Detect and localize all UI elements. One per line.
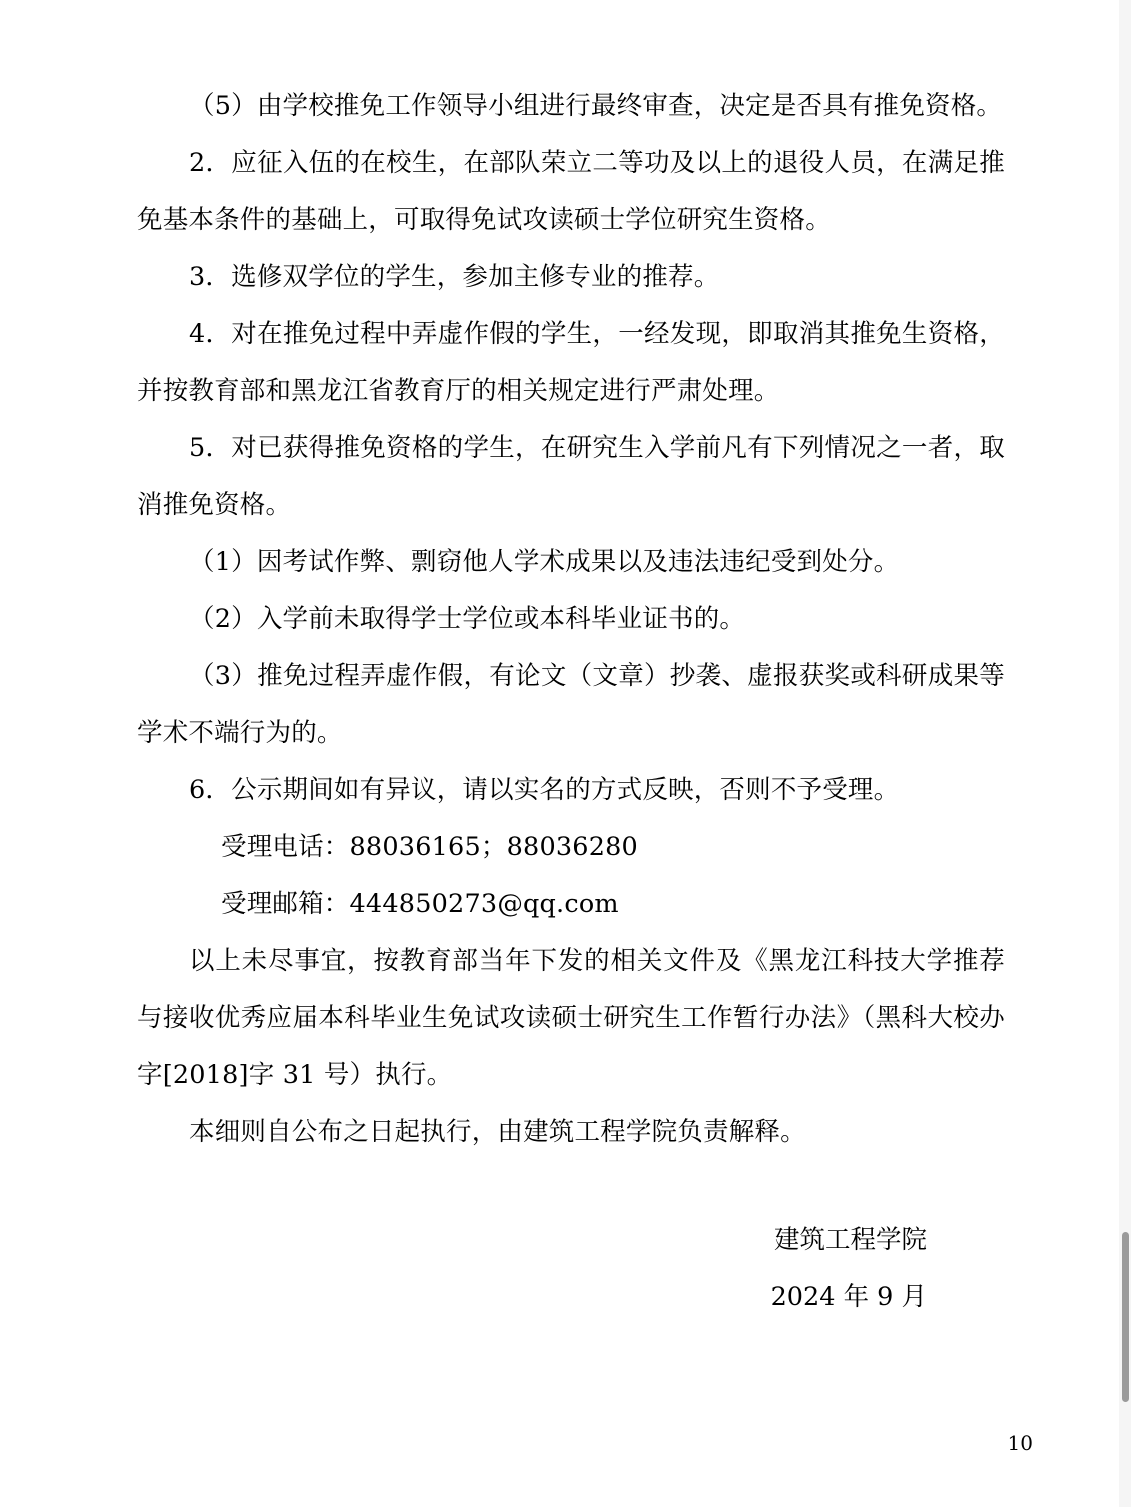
paragraph-closing-reference: 以上未尽事宜，按教育部当年下发的相关文件及《黑龙江科技大学推荐与接收优秀应届本科毕业生免试攻读硕士研究生工作暂行办法》（黑科大校办字[2018]字 31 号）执行。 xyxy=(137,946,1005,1090)
paragraph-item-2: 2．应征入伍的在校生，在部队荣立二等功及以上的退役人员，在满足推免基本条件的基础上，可取得免试攻读硕士学位研究生资格。 xyxy=(137,148,1005,235)
paragraph-5-final-review: （5）由学校推免工作领导小组进行最终审查，决定是否具有推免资格。 xyxy=(189,91,1003,121)
paragraph-closing-effective: 本细则自公布之日起执行，由建筑工程学院负责解释。 xyxy=(189,1117,806,1147)
signature-organization: 建筑工程学院 xyxy=(773,1225,927,1255)
scrollbar-thumb[interactable] xyxy=(1122,1232,1129,1402)
document-body xyxy=(137,78,1005,1161)
paragraph-item-6: 6．公示期间如有异议，请以实名的方式反映，否则不予受理。 xyxy=(189,775,900,805)
paragraph-sub-2: （2）入学前未取得学士学位或本科毕业证书的。 xyxy=(189,604,746,634)
signature-date: 2024 年 9 月 xyxy=(770,1282,927,1312)
paragraph-item-4: 4．对在推免过程中弄虚作假的学生，一经发现，即取消其推免生资格，并按教育部和黑龙江省教育厅的相关规定进行严肃处理。 xyxy=(137,319,1005,406)
signature-block xyxy=(137,1212,1005,1326)
paragraph-sub-3: （3）推免过程弄虚作假，有论文（文章）抄袭、虚报获奖或科研成果等学术不端行为的。 xyxy=(137,661,1005,748)
scrollbar-track[interactable] xyxy=(1119,0,1131,1507)
paragraph-contact-phone: 受理电话：88036165；88036280 xyxy=(221,832,638,862)
paragraph-item-3: 3．选修双学位的学生，参加主修专业的推荐。 xyxy=(189,262,720,292)
paragraph-item-5: 5．对已获得推免资格的学生，在研究生入学前凡有下列情况之一者，取消推免资格。 xyxy=(137,433,1005,520)
paragraph-contact-email: 受理邮箱：444850273@qq.com xyxy=(221,889,619,919)
page-number: 10 xyxy=(1007,1431,1033,1455)
paragraph-sub-1: （1）因考试作弊、剽窃他人学术成果以及违法违纪受到处分。 xyxy=(189,547,900,577)
